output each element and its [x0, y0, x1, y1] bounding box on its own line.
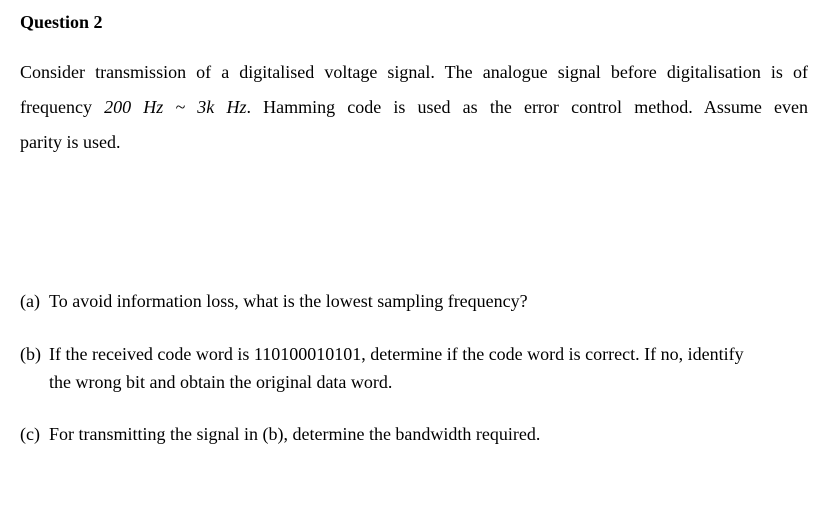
part-a — [20, 287, 810, 315]
part-a-line-1: To avoid information loss, what is the lowest sampling frequency? — [49, 291, 528, 311]
frequency-range-math: 200 Hz ~ 3k Hz — [104, 97, 247, 117]
part-c-label: (c) — [20, 424, 40, 444]
part-c-line-1: For transmitting the signal in (b), determine the bandwidth required. — [49, 424, 541, 444]
part-b-label: (b) — [20, 344, 41, 364]
part-b-line-1: If the received code word is 110100010101, determine if the code word is correct. If no, identify — [49, 344, 744, 364]
part-b — [20, 340, 810, 396]
intro-line-2 — [20, 90, 808, 125]
question-intro — [20, 55, 808, 160]
intro-line-2-prefix: frequency — [20, 97, 105, 117]
intro-line-1: Consider transmission of a digitalised voltage signal. The analogue signal before digitalisation is of — [20, 62, 808, 82]
part-c — [20, 420, 810, 448]
part-a-label: (a) — [20, 291, 40, 311]
intro-line-3: parity is used. — [20, 132, 121, 152]
part-b-text — [49, 340, 810, 396]
question-title: Question 2 — [20, 12, 103, 32]
part-a-text — [49, 287, 810, 315]
part-c-text — [49, 420, 810, 448]
part-b-line-2: the wrong bit and obtain the original data word. — [49, 372, 393, 392]
intro-line-2-suffix: . Hamming code is used as the error control method. Assume even — [246, 97, 808, 117]
